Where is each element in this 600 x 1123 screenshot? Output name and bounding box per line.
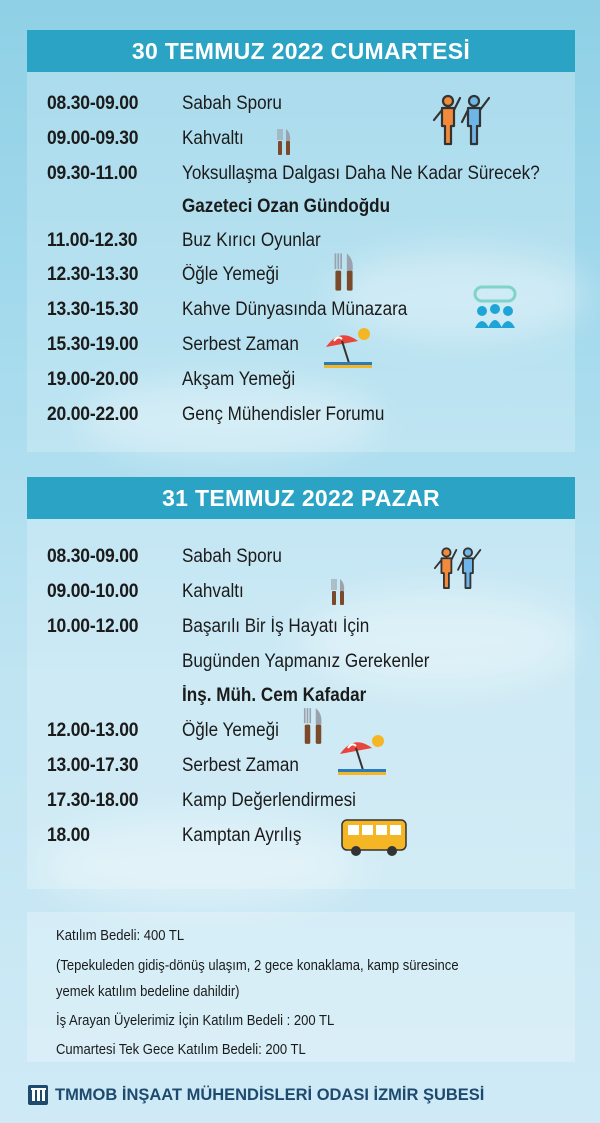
row-time: 19.00-20.00 bbox=[47, 369, 139, 390]
organization-logo-icon bbox=[27, 1084, 49, 1106]
row-time: 09.30-11.00 bbox=[47, 163, 138, 184]
row-time: 17.30-18.00 bbox=[47, 790, 139, 811]
schedule-row bbox=[47, 89, 293, 119]
row-time: 08.30-09.00 bbox=[47, 546, 139, 567]
row-event: Akşam Yemeği bbox=[182, 369, 296, 390]
row-event: Genç Mühendisler Forumu bbox=[182, 404, 385, 425]
schedule-row bbox=[47, 716, 290, 746]
schedule-row bbox=[47, 260, 290, 290]
row-time: 18.00 bbox=[47, 825, 90, 846]
row-time: 10.00-12.00 bbox=[47, 616, 139, 637]
schedule-row bbox=[47, 542, 293, 572]
row-event: Kamp Değerlendirmesi bbox=[182, 790, 356, 811]
beach-umbrella-icon bbox=[322, 325, 374, 369]
bus-icon bbox=[340, 818, 408, 858]
schedule-row bbox=[47, 159, 579, 189]
row-time: 11.00-12.30 bbox=[47, 230, 138, 251]
day-header-saturday bbox=[27, 30, 575, 72]
row-event: Serbest Zaman bbox=[182, 755, 299, 776]
row-event: Başarılı Bir İş Hayatı İçin bbox=[182, 616, 370, 637]
row-event: Kahvaltı bbox=[182, 128, 244, 149]
row-event: Öğle Yemeği bbox=[182, 264, 279, 285]
footer-organization bbox=[27, 1080, 498, 1110]
row-time: 13.30-15.30 bbox=[47, 299, 139, 320]
schedule-row-speaker bbox=[47, 681, 387, 711]
row-time: 12.00-13.00 bbox=[47, 720, 139, 741]
schedule-row bbox=[47, 751, 312, 781]
schedule-row bbox=[47, 577, 251, 607]
schedule-row bbox=[47, 124, 251, 154]
speaker-name: İnş. Müh. Cem Kafadar bbox=[182, 685, 367, 706]
info-line-jobseeker-fee: İş Arayan Üyelerimiz İçin Katılım Bedeli : 200 TL bbox=[56, 1013, 335, 1029]
schedule-row bbox=[47, 295, 432, 325]
cutlery-icon bbox=[330, 252, 358, 292]
day-title: 30 TEMMUZ 2022 CUMARTESİ bbox=[131, 37, 471, 64]
info-line-fee: Katılım Bedeli: 400 TL bbox=[56, 928, 185, 944]
info-line-includes-cont: yemek katılım bedeline dahildir) bbox=[56, 984, 240, 1000]
row-time: 15.30-19.00 bbox=[47, 334, 139, 355]
schedule-row bbox=[47, 647, 457, 677]
row-event: Bugünden Yapmanız Gerekenler bbox=[182, 651, 430, 672]
beach-umbrella-icon bbox=[336, 732, 388, 776]
row-event: Sabah Sporu bbox=[182, 93, 282, 114]
exercise-icon bbox=[433, 545, 483, 593]
schedule-row bbox=[47, 330, 312, 360]
footer-text: TMMOB İNŞAAT MÜHENDİSLERİ ODASI İZMİR ŞUBESİ bbox=[55, 1085, 485, 1104]
day-title: 31 TEMMUZ 2022 PAZAR bbox=[162, 484, 440, 511]
row-time: 12.30-13.30 bbox=[47, 264, 139, 285]
info-line-single-night-fee: Cumartesi Tek Gece Katılım Bedeli: 200 TL bbox=[56, 1042, 306, 1058]
debate-icon bbox=[470, 284, 520, 330]
schedule-row bbox=[47, 365, 308, 395]
schedule-row bbox=[47, 226, 336, 256]
row-time: 09.00-09.30 bbox=[47, 128, 139, 149]
schedule-row bbox=[47, 821, 315, 851]
row-time: 20.00-22.00 bbox=[47, 404, 139, 425]
row-event: Buz Kırıcı Oyunlar bbox=[182, 230, 321, 251]
schedule-row bbox=[47, 612, 390, 642]
row-event: Kahvaltı bbox=[182, 581, 244, 602]
cutlery-icon bbox=[330, 578, 346, 606]
schedule-row bbox=[47, 400, 407, 430]
row-event: Kahve Dünyasında Münazara bbox=[182, 299, 408, 320]
speaker-name: Gazeteci Ozan Gündoğdu bbox=[182, 196, 391, 217]
row-time: 09.00-10.00 bbox=[47, 581, 139, 602]
row-event: Serbest Zaman bbox=[182, 334, 299, 355]
row-event: Kamptan Ayrılış bbox=[182, 825, 302, 846]
row-event: Yoksullaşma Dalgası Daha Ne Kadar Sürecek? bbox=[182, 163, 540, 184]
cutlery-icon bbox=[302, 706, 324, 746]
cutlery-icon bbox=[276, 128, 292, 156]
row-event: Öğle Yemeği bbox=[182, 720, 279, 741]
schedule-row-speaker bbox=[47, 192, 413, 222]
day-header-sunday bbox=[27, 477, 575, 519]
row-time: 13.00-17.30 bbox=[47, 755, 139, 776]
row-event: Sabah Sporu bbox=[182, 546, 282, 567]
exercise-icon bbox=[432, 92, 492, 150]
schedule-row bbox=[47, 786, 375, 816]
info-line-includes: (Tepekuleden gidiş-dönüş ulaşım, 2 gece konaklama, kamp süresince bbox=[56, 958, 459, 974]
row-time: 08.30-09.00 bbox=[47, 93, 139, 114]
